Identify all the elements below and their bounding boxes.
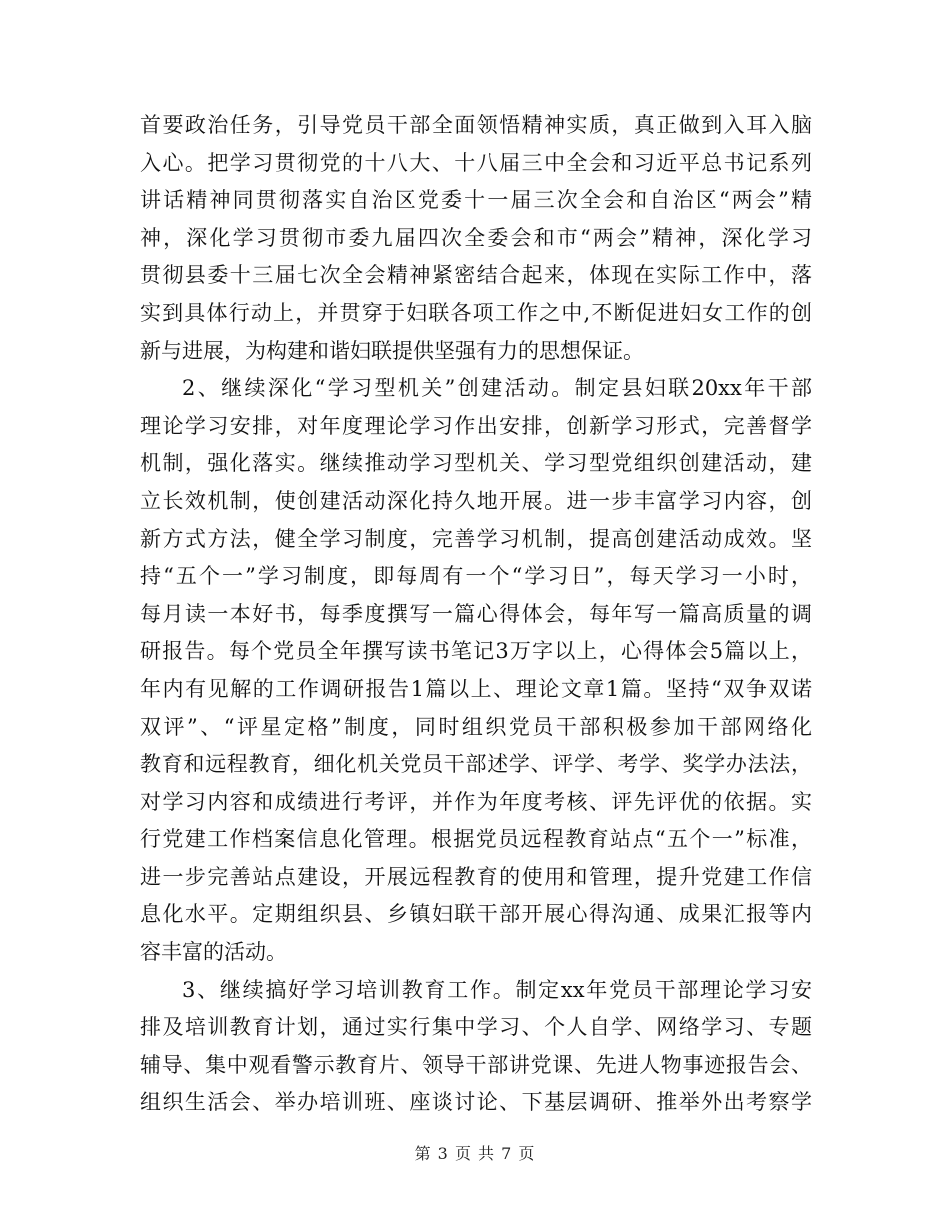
- text-line: 新方式方法，健全学习制度，完善学习机制，提高创建活动成效。坚: [140, 526, 812, 551]
- text-line: 教育和远程教育，细化机关党员干部述学、评学、考学、奖学办法法，: [140, 752, 812, 777]
- text-line: 组织生活会、举办培训班、座谈讨论、下基层调研、推举外出考察学: [140, 1090, 812, 1115]
- text-line: 息化水平。定期组织县、乡镇妇联干部开展心得沟通、成果汇报等内: [140, 902, 812, 927]
- text-line: 讲话精神同贯彻落实自治区党委十一届三次全会和自治区“两会”精: [140, 188, 812, 213]
- text-line: 理论学习安排，对年度理论学习作出安排，创新学习形式，完善督学: [140, 413, 812, 438]
- document-body: [140, 107, 812, 1122]
- text-line: 双评”、“评星定格”制度，同时组织党员干部积极参加干部网络化: [140, 714, 812, 739]
- text-line: 进一步完善站点建设，开展远程教育的使用和管理，提升党建工作信: [140, 864, 812, 889]
- text-line: 3、继续搞好学习培训教育工作。制定xx年党员干部理论学习安: [182, 977, 812, 1002]
- text-line: 入心。把学习贯彻党的十八大、十八届三中全会和习近平总书记系列: [140, 150, 812, 175]
- page-number-footer: 第 3 页 共 7 页: [414, 1144, 536, 1163]
- text-line: 辅导、集中观看警示教育片、领导干部讲党课、先进人物事迹报告会、: [140, 1052, 812, 1077]
- text-line: 2、继续深化“学习型机关”创建活动。制定县妇联20xx年干部: [182, 376, 812, 401]
- text-line: 立长效机制，使创建活动深化持久地开展。进一步丰富学习内容，创: [140, 488, 812, 513]
- text-line: 对学习内容和成绩进行考评，并作为年度考核、评先评优的依据。实: [140, 789, 812, 814]
- paragraph-continuation: [140, 107, 812, 370]
- text-line: 容丰富的活动。: [140, 940, 287, 965]
- paragraph-3: [140, 972, 812, 1122]
- text-line: 机制，强化落实。继续推动学习型机关、学习型党组织创建活动，建: [140, 451, 812, 476]
- text-line: 实到具体行动上，并贯穿于妇联各项工作之中,不断促进妇女工作的创: [140, 300, 812, 325]
- text-line: 神，深化学习贯彻市委九届四次全委会和市“两会”精神，深化学习: [140, 225, 812, 250]
- paragraph-2: [140, 370, 812, 972]
- text-line: 新与进展，为构建和谐妇联提供坚强有力的思想保证。: [140, 338, 644, 363]
- text-line: 排及培训教育计划，通过实行集中学习、个人自学、网络学习、专题: [140, 1015, 812, 1040]
- text-line: 年内有见解的工作调研报告1篇以上、理论文章1篇。坚持“双争双诺: [140, 676, 812, 701]
- text-line: 首要政治任务，引导党员干部全面领悟精神实质，真正做到入耳入脑: [140, 113, 812, 137]
- text-line: 行党建工作档案信息化管理。根据党员远程教育站点“五个一”标准，: [140, 827, 812, 852]
- text-line: 持“五个一”学习制度，即每周有一个“学习日”，每天学习一小时，: [140, 564, 812, 589]
- text-line: 每月读一本好书，每季度撰写一篇心得体会，每年写一篇高质量的调: [140, 601, 812, 626]
- text-line: 研报告。每个党员全年撰写读书笔记3万字以上，心得体会5篇以上，: [140, 639, 812, 664]
- text-line: 贯彻县委十三届七次全会精神紧密结合起来，体现在实际工作中，落: [140, 263, 812, 288]
